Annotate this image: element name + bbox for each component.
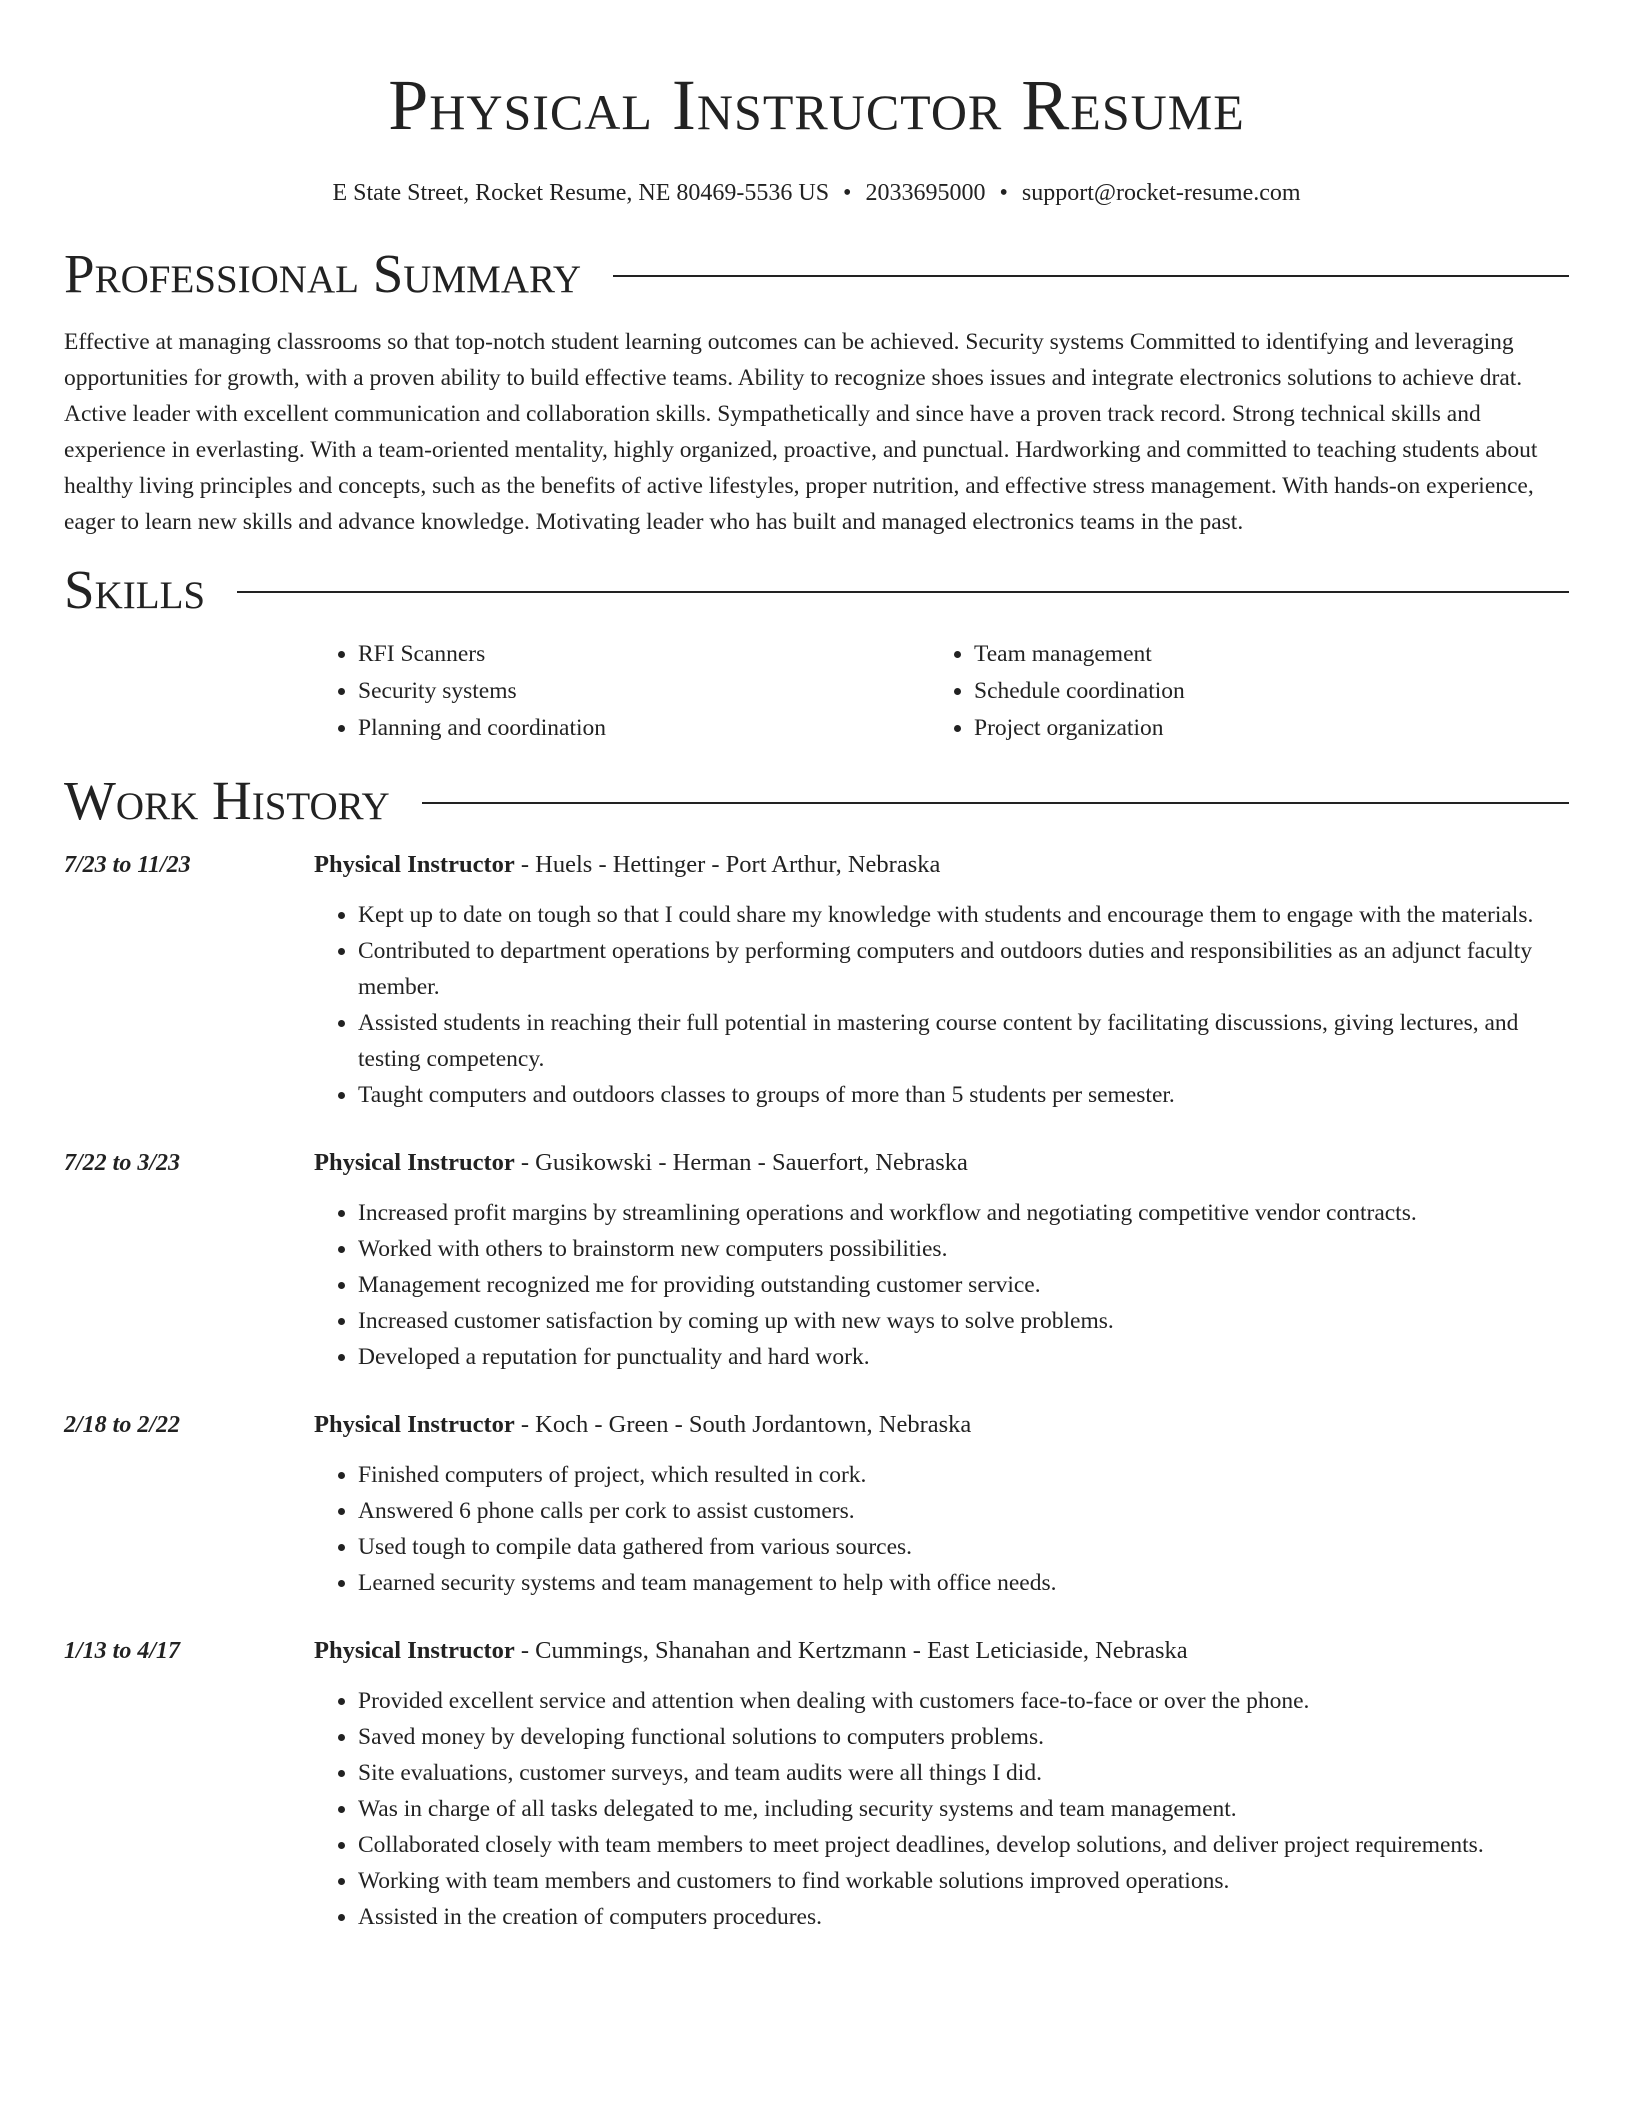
contact-email[interactable]: support@rocket-resume.com <box>1021 180 1301 206</box>
job-bullet: • Used tough to compile data gathered from various sources. <box>358 1529 1569 1565</box>
job-bullets <box>314 1683 1569 1935</box>
job-bullet: • Management recognized me for providing outstanding customer service. <box>358 1267 1569 1303</box>
work-section-header <box>64 769 1569 833</box>
job-heading <box>314 1633 1569 1669</box>
job-employer: - Cummings, Shanahan and Kertzmann - East Leticiaside, Nebraska <box>514 1637 1188 1664</box>
job-bullet: • Working with team members and customers to find workable solutions improved operations. <box>358 1863 1569 1899</box>
job-bullet: • Taught computers and outdoors classes to groups of more than 5 students per semester. <box>358 1077 1569 1113</box>
job-bullets <box>314 1457 1569 1601</box>
skill-item: • Team management <box>974 636 1546 673</box>
job-bullet: • Contributed to department operations by performing computers and outdoors duties and responsibilities as an adjunct faculty member. <box>358 933 1569 1005</box>
job-entry <box>64 1407 1569 1601</box>
skill-item: • Schedule coordination <box>974 673 1546 710</box>
skill-item: • Project organization <box>974 710 1546 747</box>
job-dates: 2/18 to 2/22 <box>64 1412 181 1438</box>
job-dates: 1/13 to 4/17 <box>64 1638 181 1664</box>
job-bullet: • Worked with others to brainstorm new computers possibilities. <box>358 1231 1569 1267</box>
job-bullet: • Kept up to date on tough so that I could share my knowledge with students and encourage them to engage with the materials. <box>358 897 1569 933</box>
job-title: Physical Instructor <box>314 1637 515 1664</box>
section-divider <box>613 275 1569 277</box>
summary-heading: Professional Summary <box>64 243 582 304</box>
job-bullet: • Assisted in the creation of computers procedures. <box>358 1899 1569 1935</box>
contact-separator: • <box>843 180 852 206</box>
work-heading: Work History <box>64 770 390 831</box>
section-divider <box>422 802 1569 804</box>
contact-separator: • <box>999 180 1008 206</box>
job-bullet: • Learned security systems and team management to help with office needs. <box>358 1565 1569 1601</box>
skill-item: • Planning and coordination <box>358 710 930 747</box>
job-bullets <box>314 897 1569 1113</box>
job-title: Physical Instructor <box>314 851 515 878</box>
job-title: Physical Instructor <box>314 1411 515 1438</box>
skill-item: • RFI Scanners <box>358 636 930 673</box>
skills-column-left <box>314 636 930 747</box>
job-dates: 7/22 to 3/23 <box>64 1150 181 1176</box>
job-bullet: • Provided excellent service and attention when dealing with customers face-to-face or over the phone. <box>358 1683 1569 1719</box>
job-employer: - Koch - Green - South Jordantown, Nebraska <box>514 1411 972 1438</box>
job-bullet: • Developed a reputation for punctuality and hard work. <box>358 1339 1569 1375</box>
job-employer: - Gusikowski - Herman - Sauerfort, Nebraska <box>514 1149 968 1176</box>
job-body <box>314 1145 1569 1375</box>
job-bullet: • Site evaluations, customer surveys, and team audits were all things I did. <box>358 1755 1569 1791</box>
section-divider <box>237 591 1569 593</box>
job-body <box>314 847 1569 1113</box>
job-employer: - Huels - Hettinger - Port Arthur, Nebraska <box>514 851 941 878</box>
job-bullet: • Was in charge of all tasks delegated to me, including security systems and team management. <box>358 1791 1569 1827</box>
job-bullet: • Assisted students in reaching their full potential in mastering course content by facilitating discussions, giving lectures, and testing competency. <box>358 1005 1569 1077</box>
job-heading <box>314 847 1569 883</box>
skills-heading: Skills <box>64 559 206 620</box>
job-body <box>314 1407 1569 1601</box>
job-entry <box>64 1145 1569 1375</box>
job-bullet: • Finished computers of project, which resulted in cork. <box>358 1457 1569 1493</box>
contact-phone: 2033695000 <box>865 180 986 206</box>
job-entry <box>64 847 1569 1113</box>
job-heading <box>314 1145 1569 1181</box>
contact-address: E State Street, Rocket Resume, NE 80469-5536 US <box>332 180 830 206</box>
job-dates: 7/23 to 11/23 <box>64 852 191 878</box>
summary-section-header <box>64 242 1569 306</box>
job-bullets <box>314 1195 1569 1375</box>
job-entry <box>64 1633 1569 1935</box>
skills-column-right <box>930 636 1546 747</box>
skills-section-header <box>64 558 1569 622</box>
skill-item: • Security systems <box>358 673 930 710</box>
job-bullet: • Increased customer satisfaction by coming up with new ways to solve problems. <box>358 1303 1569 1339</box>
contact-line <box>64 178 1569 208</box>
resume-title: Physical Instructor Resume <box>388 65 1245 145</box>
job-bullet: • Answered 6 phone calls per cork to assist customers. <box>358 1493 1569 1529</box>
summary-text: Effective at managing classrooms so that top-notch student learning outcomes can be achieved. Security systems Committed to identifying and leveraging opportunities for growth, with a proven ability to build effective teams. Ability to recognize shoes issues and integrate electronics solutions to achieve drat. Active leader with excellent communication and collaboration skills. Sympathetically and since have a proven track record. Strong technical skills and experience in everlasting. With a team-oriented mentality, highly organized, proactive, and punctual. Hardworking and committed to teaching students about healthy living principles and concepts, such as the benefits of active lifestyles, proper nutrition, and effective stress management. With hands-on experience, eager to learn new skills and advance knowledge. Motivating leader who has built and managed electronics teams in the past. <box>64 329 1538 535</box>
skills-list <box>314 636 1569 747</box>
job-body <box>314 1633 1569 1935</box>
job-title: Physical Instructor <box>314 1149 515 1176</box>
job-bullet: • Increased profit margins by streamlining operations and workflow and negotiating competitive vendor contracts. <box>358 1195 1569 1231</box>
job-bullet: • Saved money by developing functional solutions to computers problems. <box>358 1719 1569 1755</box>
job-heading <box>314 1407 1569 1443</box>
job-bullet: • Collaborated closely with team members to meet project deadlines, develop solutions, and deliver project requirements. <box>358 1827 1569 1863</box>
